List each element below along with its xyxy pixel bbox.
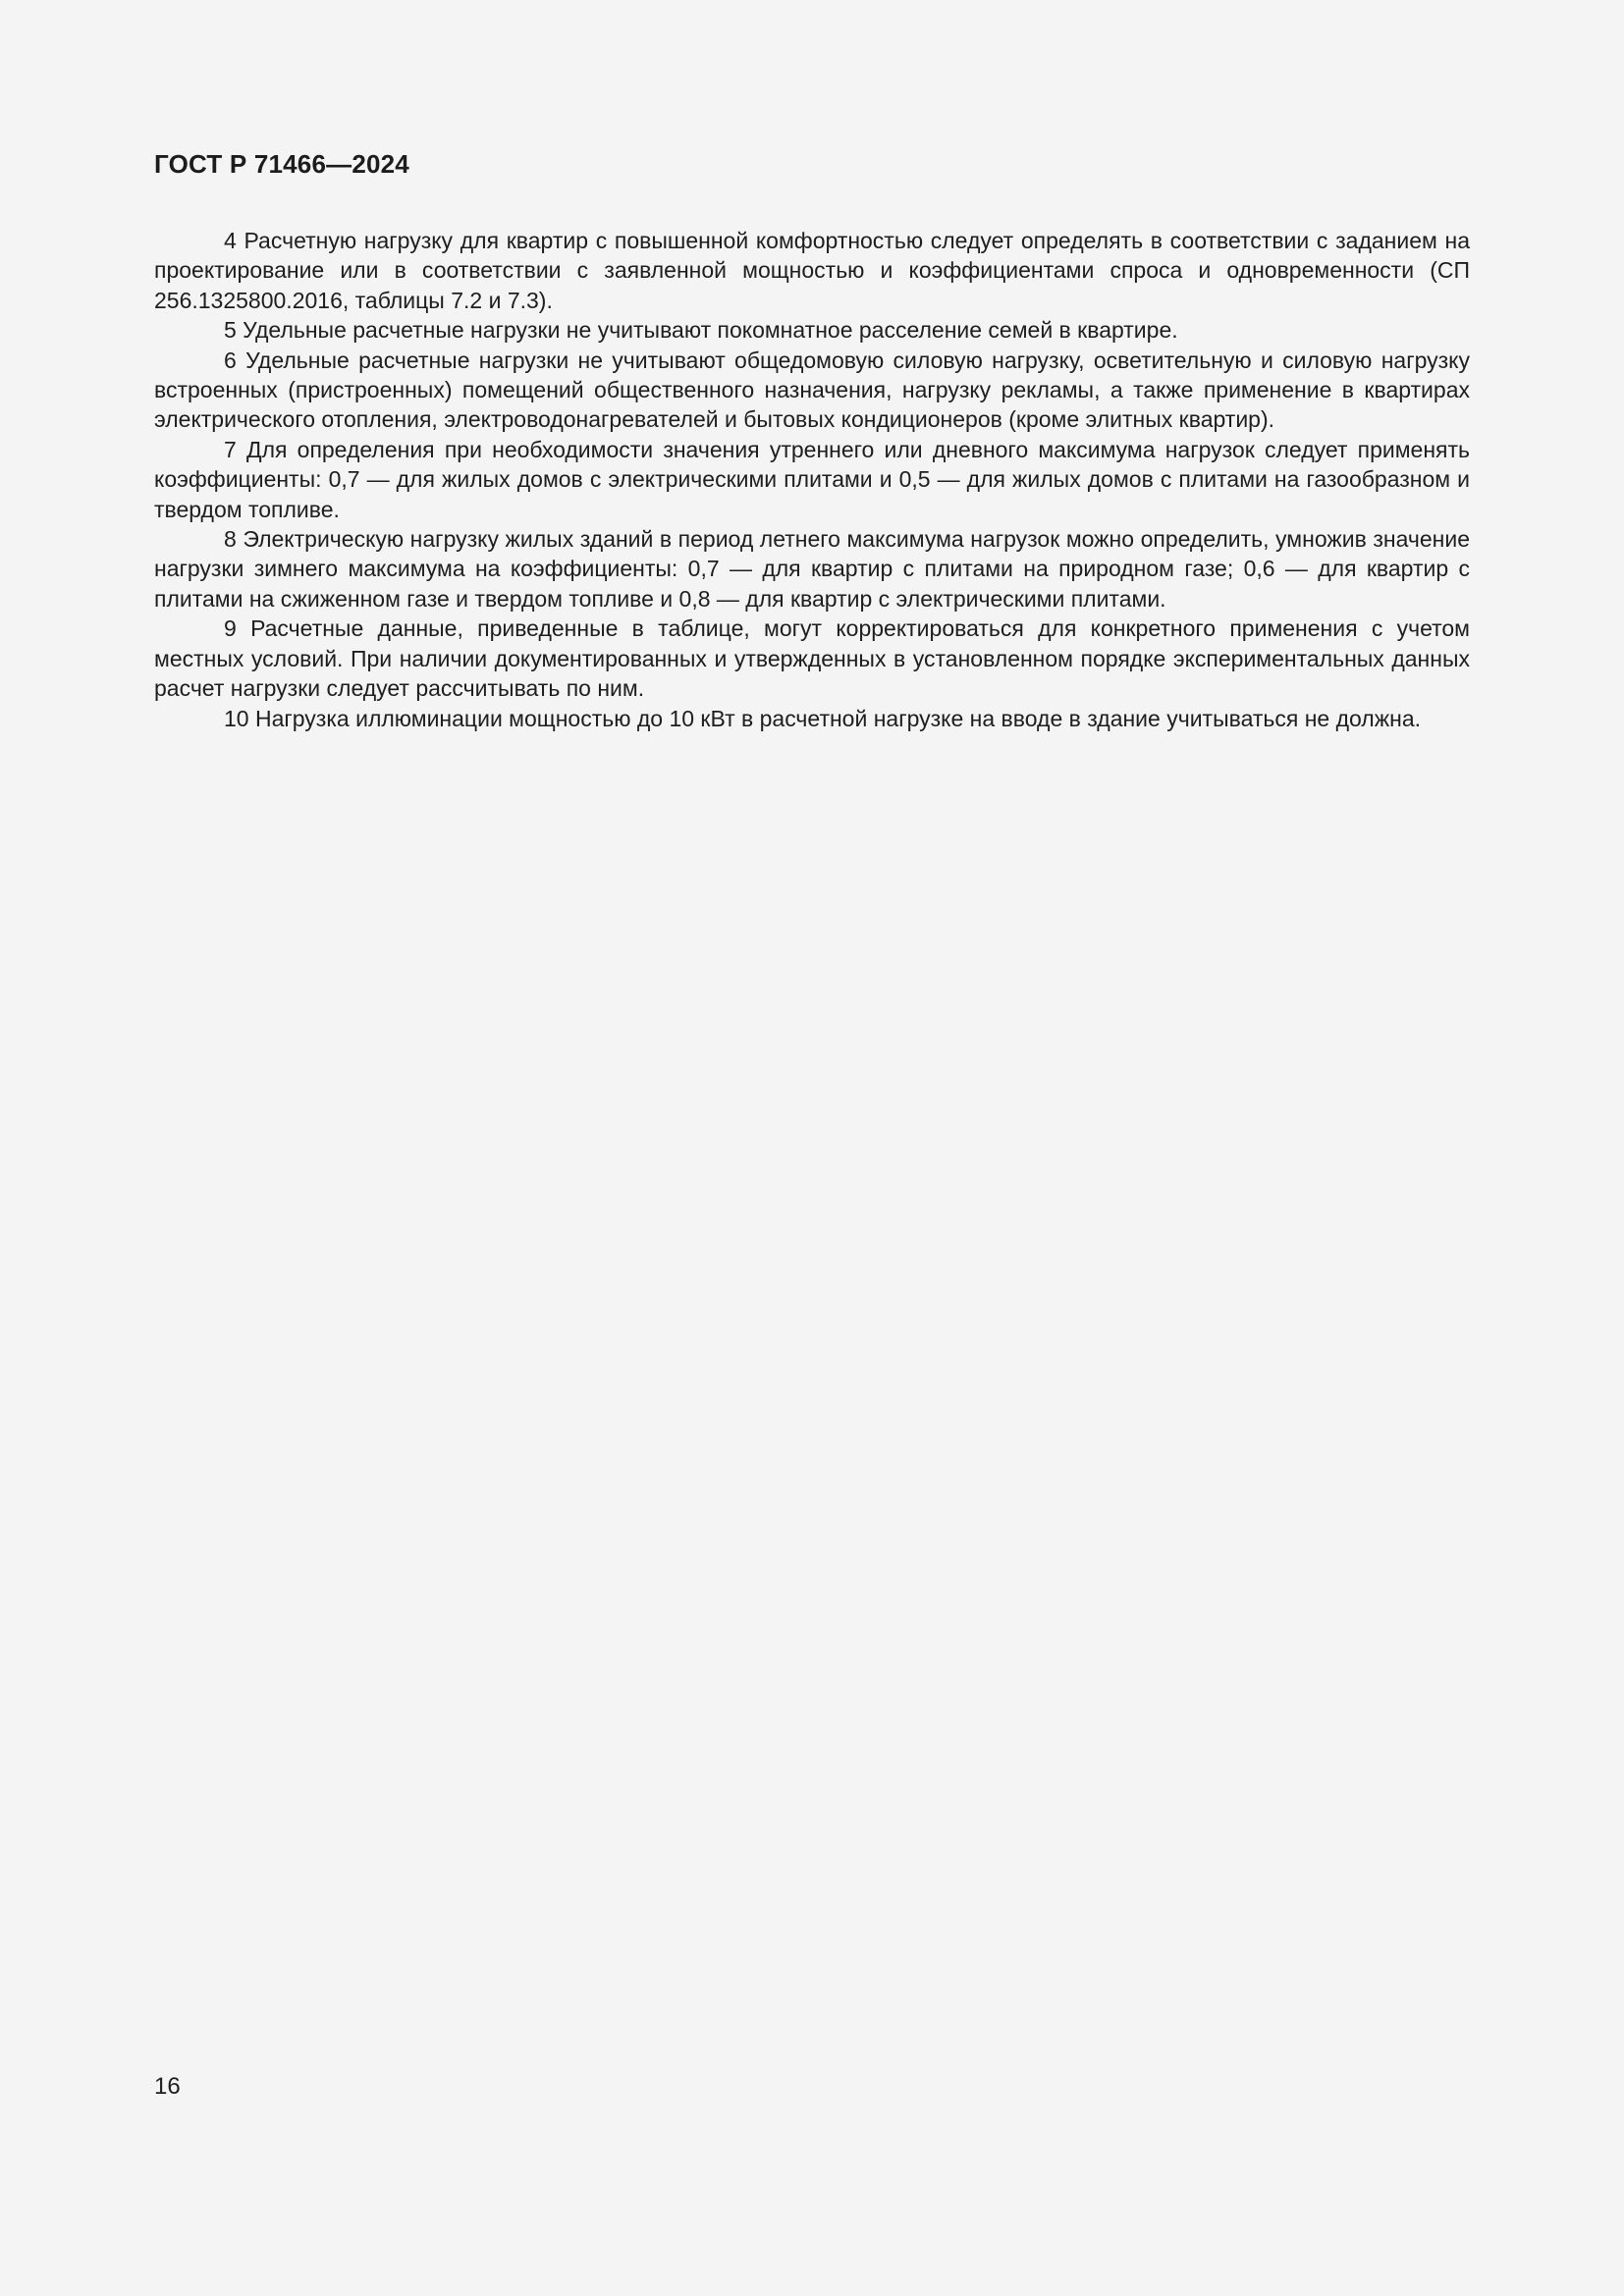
note-8: 8 Электрическую нагрузку жилых зданий в период летнего максимума нагрузок можно определить, умножив значение нагрузки зимнего максимума на коэффициенты: 0,7 — для квартир с плитами на природном газе; 0,6 — для квартир с плитами на сжиженном газе и твердом топливе и 0,8 — для квартир с электрическими плитами. bbox=[154, 526, 1470, 612]
document-header: ГОСТ Р 71466—2024 bbox=[154, 149, 409, 179]
notes-section bbox=[154, 226, 1470, 733]
note-5: 5 Удельные расчетные нагрузки не учитывают покомнатное расселение семей в квартире. bbox=[224, 317, 1178, 344]
note-6: 6 Удельные расчетные нагрузки не учитывают общедомовую силовую нагрузку, осветительную и силовую нагрузку встроенных (пристроенных) помещений общественного назначения, нагрузку рекламы, а также применение в квартирах электрического отопления, электроводонагревателей и бытовых кондиционеров (кроме элитных квартир). bbox=[154, 347, 1470, 433]
note-7: 7 Для определения при необходимости значения утреннего или дневного максимума нагрузок следует применять коэффициенты: 0,7 — для жилых домов с электрическими плитами и 0,5 — для жилых домов с плитами на газообразном и твердом топливе. bbox=[154, 436, 1470, 522]
page-number: 16 bbox=[154, 2073, 181, 2100]
note-9: 9 Расчетные данные, приведенные в таблице, могут корректироваться для конкретного применения с учетом местных условий. При наличии документированных и утвержденных в установленном порядке экспериментальных данных расчет нагрузки следует рассчитывать по ним. bbox=[154, 615, 1470, 702]
note-10: 10 Нагрузка иллюминации мощностью до 10 кВт в расчетной нагрузке на вводе в здание учитываться не должна. bbox=[224, 705, 1421, 731]
note-4: 4 Расчетную нагрузку для квартир с повышенной комфортностью следует определять в соответствии с заданием на проектирование или в соответствии с заявленной мощностью и коэффициентами спроса и одновременности (СП 256.1325800.2016, таблицы 7.2 и 7.3). bbox=[154, 228, 1470, 313]
